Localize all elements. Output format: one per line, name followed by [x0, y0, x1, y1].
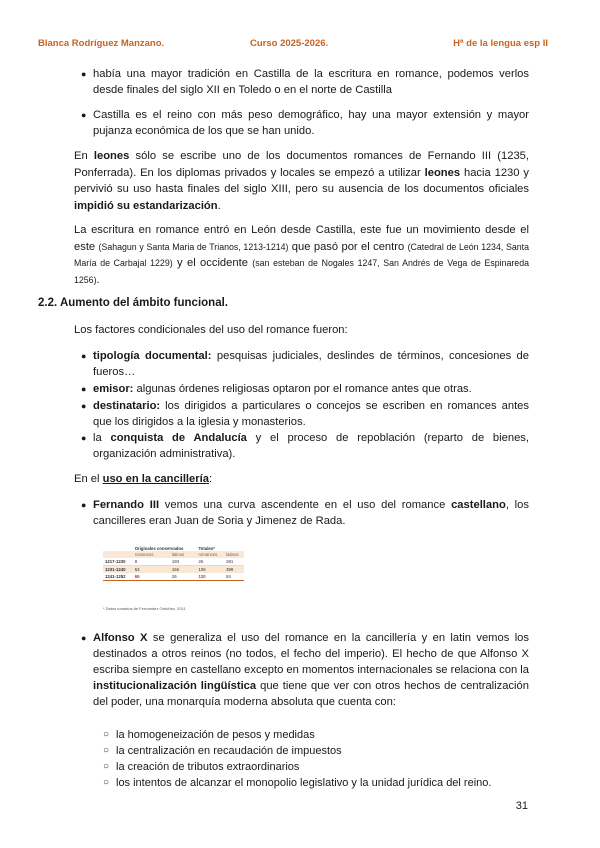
- circle-bullet-icon: ○: [103, 745, 110, 756]
- bullet-icon: ●: [81, 433, 87, 443]
- page-header: [38, 38, 548, 52]
- bullet-icon: ●: [81, 384, 87, 394]
- list-item: ● Alfonso X se generaliza el uso del romance en la cancillería y en latin vemos los destinados a otros reinos (no todos, el fecho del imperio). El hecho de que Alfonso X escriba siempre en castellano excepto en momentos internacionales se relaciona con la institucionalización lingüística que tiene que ver con otros hechos de centralización del poder, una monarquía moderna absoluta que cuenta con:: [81, 632, 529, 708]
- circle-bullet-icon: ○: [103, 729, 110, 740]
- paragraph-leon: La escritura en romance entró en León desde Castilla, este fue un movimiento desde el este (Sahagun y Santa Maria de Trianos, 1213-1214) que pasó por el centro (Catedral de León 1234, Santa María de Carbajal 1229) y el occidente (san esteban de Nogales 1247, San Andrés de Vega de Espinareda 1256).: [74, 224, 529, 286]
- table-row: 1217-1230 8 193 26 281: [103, 558, 244, 566]
- sub-list-item: ○ la homogeneización de pesos y medidas: [103, 729, 315, 741]
- table-col-header: latinos: [224, 551, 244, 558]
- header-course: Curso 2025-2026.: [250, 38, 329, 49]
- cancilleria-heading: En el uso en la cancillería:: [74, 473, 213, 485]
- documents-table: [103, 545, 244, 581]
- factors-intro: Los factores condicionales del uso del romance fueron:: [74, 324, 348, 336]
- sub-list-item: ○ los intentos de alcanzar el monopolio legislativo y la unidad jurídica del reino.: [103, 777, 492, 789]
- list-item: ● había una mayor tradición en Castilla de la escritura en romance, podemos verlos desde finales del siglo XII en Toledo o en el norte de Castilla: [81, 68, 529, 96]
- table-group-header: Totales*: [198, 545, 215, 551]
- bullet-icon: ●: [81, 401, 87, 411]
- table-row: 1241-1252 69 26 120 84: [103, 573, 244, 581]
- bullet-icon: ●: [81, 500, 87, 510]
- table-col-header: romances: [133, 551, 170, 558]
- table-group-header: Originales conservados: [134, 545, 184, 551]
- sub-list-item: ○ la creación de tributos extraordinarios: [103, 761, 300, 773]
- list-item: ● emisor: algunas órdenes religiosas optaron por el romance antes que otras.: [81, 383, 472, 395]
- paragraph-leones: En leones sólo se escribe uno de los documentos romances de Fernando III (1235, Ponferrada). En los diplomas privados y locales se empezó a utilizar leones hacia 1230 y pervivió su uso hasta finales del siglo XIII, pero su ausencia de los documentos oficiales impidió su estandarización.: [74, 150, 530, 212]
- list-item: ● la conquista de Andalucía y el proceso de repoblación (reparto de bienes, organización administrativa).: [81, 432, 530, 460]
- section-title: 2.2. Aumento del ámbito funcional.: [38, 297, 228, 309]
- header-subject: Hª de la lengua esp II: [453, 38, 548, 49]
- page-number: 31: [515, 800, 528, 812]
- bullet-icon: ●: [81, 69, 87, 79]
- list-item: ● Fernando III vemos una curva ascendente en el uso del romance castellano, los cancilleres eran Juan de Soria y Jimenez de Rada.: [81, 499, 529, 527]
- list-item: ● Castilla es el reino con más peso demográfico, hay una mayor extensión y mayor pujanza económica de los que se han unido.: [81, 109, 529, 137]
- circle-bullet-icon: ○: [103, 777, 110, 788]
- table-note: * Datos tomados de Fernández Ordóñez, 2011: [103, 606, 186, 611]
- table-row: 1231-1240 53 166 105 399: [103, 566, 244, 574]
- header-author: Blanca Rodríguez Manzano.: [38, 38, 165, 49]
- table-col-header: romances: [196, 551, 224, 558]
- table-col-header: latinos: [170, 551, 197, 558]
- circle-bullet-icon: ○: [103, 761, 110, 772]
- bullet-icon: ●: [81, 633, 87, 643]
- sub-list-item: ○ la centralización en recaudación de impuestos: [103, 745, 342, 757]
- list-item: ● destinatario: los dirigidos a particulares o concejos se escriben en romances antes que los dirigidos a la iglesia y monasterios.: [81, 400, 529, 428]
- bullet-icon: ●: [81, 110, 87, 120]
- list-item: ● tipología documental: pesquisas judiciales, deslindes de términos, concesiones de fueros…: [81, 350, 529, 378]
- bullet-icon: ●: [81, 351, 87, 361]
